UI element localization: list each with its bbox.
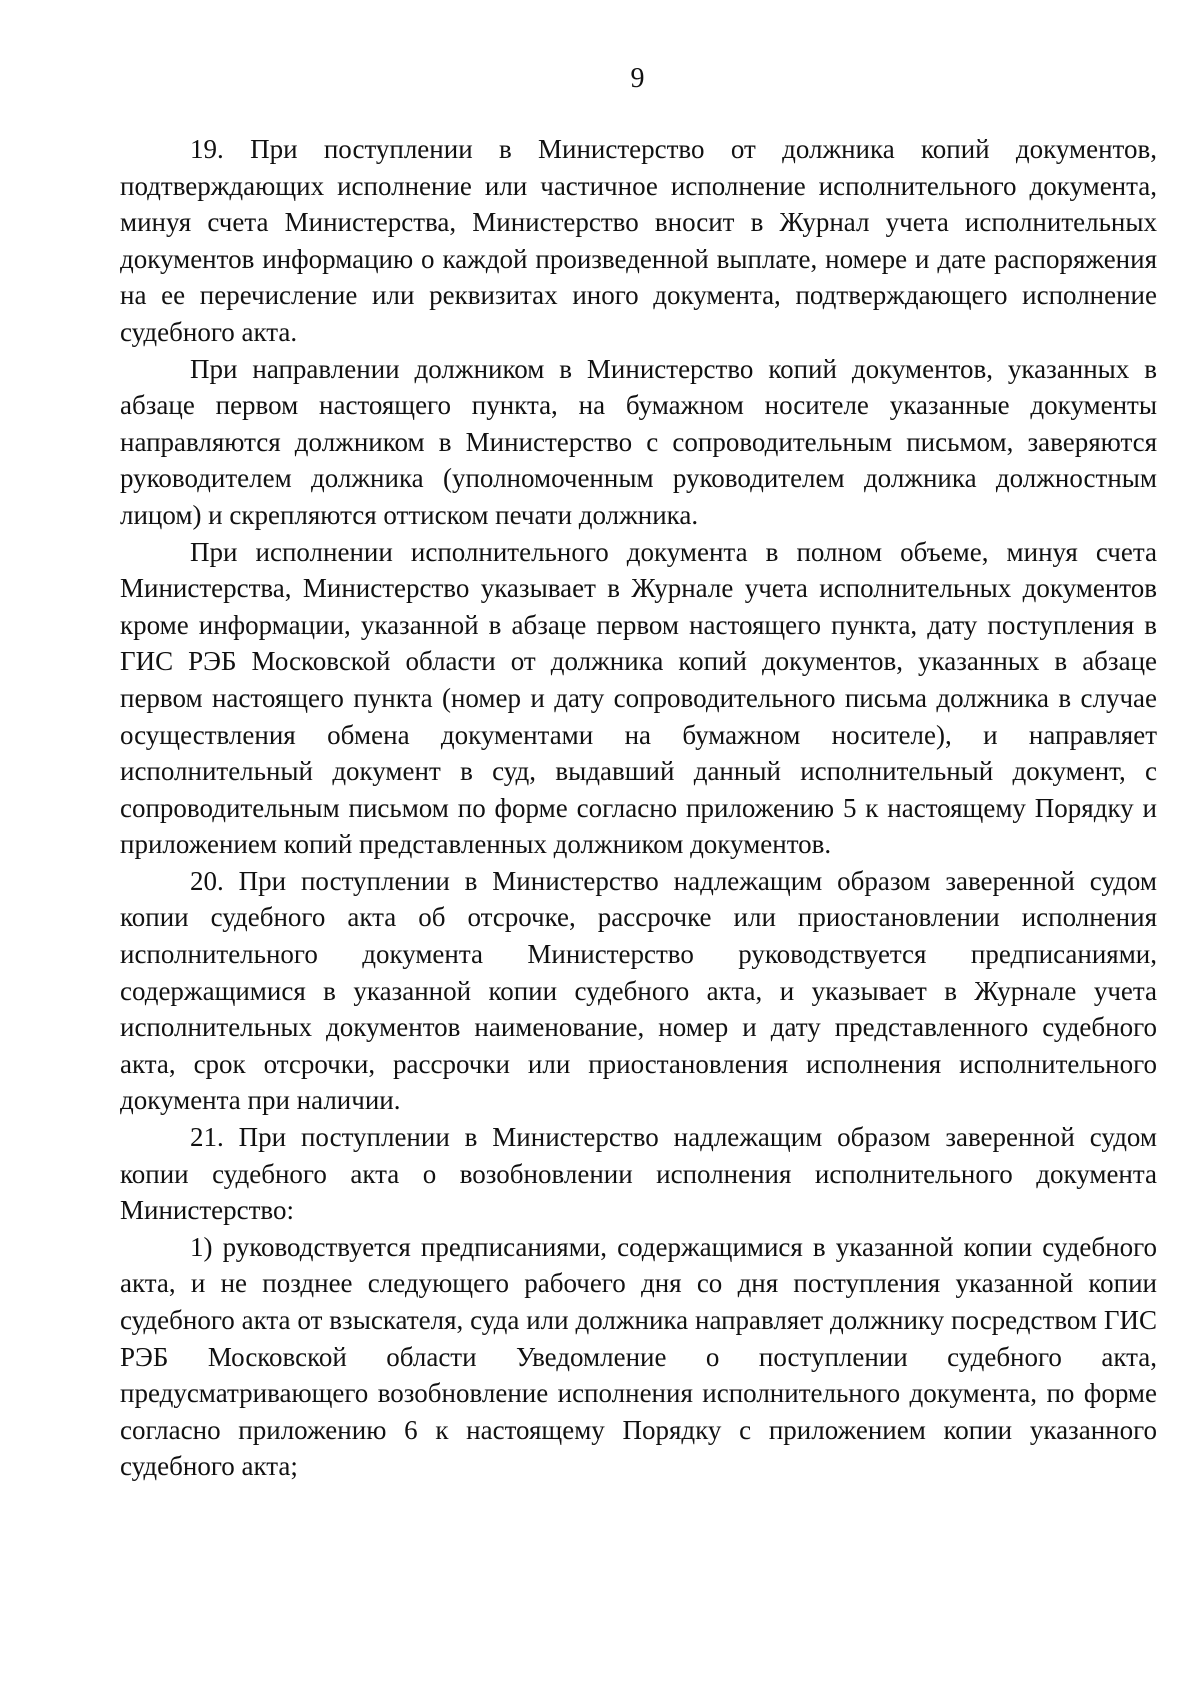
page-number: 9	[630, 63, 645, 94]
paragraph-item-19: 19. При поступлении в Министерство от должника копий документов, подтверждающих исполнение или частичное исполнение исполнительного документа, минуя счета Министерства, Министерство вносит в Журнал учета исполнительных документов информацию о каждой произведенной выплате, номере и дате распоряжения на ее перечисление или реквизитах иного документа, подтверждающего исполнение судебного акта.	[120, 134, 1157, 347]
paragraph-item-21-subitem-1: 1) руководствуется предписаниями, содержащимися в указанной копии судебного акта, и не позднее следующего рабочего дня со дня поступления указанной копии судебного акта от взыскателя, суда или должника направляет должнику посредством ГИС РЭБ Московской области Уведомление о поступлении судебного акта, предусматривающего возобновление исполнения исполнительного документа, по форме согласно приложению 6 к настоящему Порядку с приложением копии указанного судебного акта;	[120, 1231, 1157, 1482]
document-body	[120, 131, 1157, 1485]
paragraph-paper-submission: При направлении должником в Министерство копий документов, указанных в абзаце первом настоящего пункта, на бумажном носителе указанные документы направляются должником в Министерство с сопроводительным письмом, заверяются руководителем должника (уполномоченным руководителем должника должностным лицом) и скрепляются оттиском печати должника.	[120, 353, 1157, 530]
paragraph-full-execution: При исполнении исполнительного документа в полном объеме, минуя счета Министерства, Министерство указывает в Журнале учета исполнительных документов кроме информации, указанной в абзаце первом настоящего пункта, дату поступления в ГИС РЭБ Московской области от должника копий документов, указанных в абзаце первом настоящего пункта (номер и дату сопроводительного письма должника в случае осуществления обмена документами на бумажном носителе), и направляет исполнительный документ в суд, выдавший данный исполнительный документ, с сопроводительным письмом по форме согласно приложению 5 к настоящему Порядку и приложением копий представленных должником документов.	[120, 536, 1157, 860]
paragraph-item-21: 21. При поступлении в Министерство надлежащим образом заверенной судом копии судебного акта о возобновлении исполнения исполнительного документа Министерство:	[120, 1122, 1157, 1226]
paragraph-item-20: 20. При поступлении в Министерство надлежащим образом заверенной судом копии судебного акта об отсрочке, рассрочке или приостановлении исполнения исполнительного документа Министерство руководствуется предписаниями, содержащимися в указанной копии судебного акта, и указывает в Журнале учета исполнительных документов наименование, номер и дату представленного судебного акта, срок отсрочки, рассрочки или приостановления исполнения исполнительного документа при наличии.	[120, 865, 1157, 1116]
